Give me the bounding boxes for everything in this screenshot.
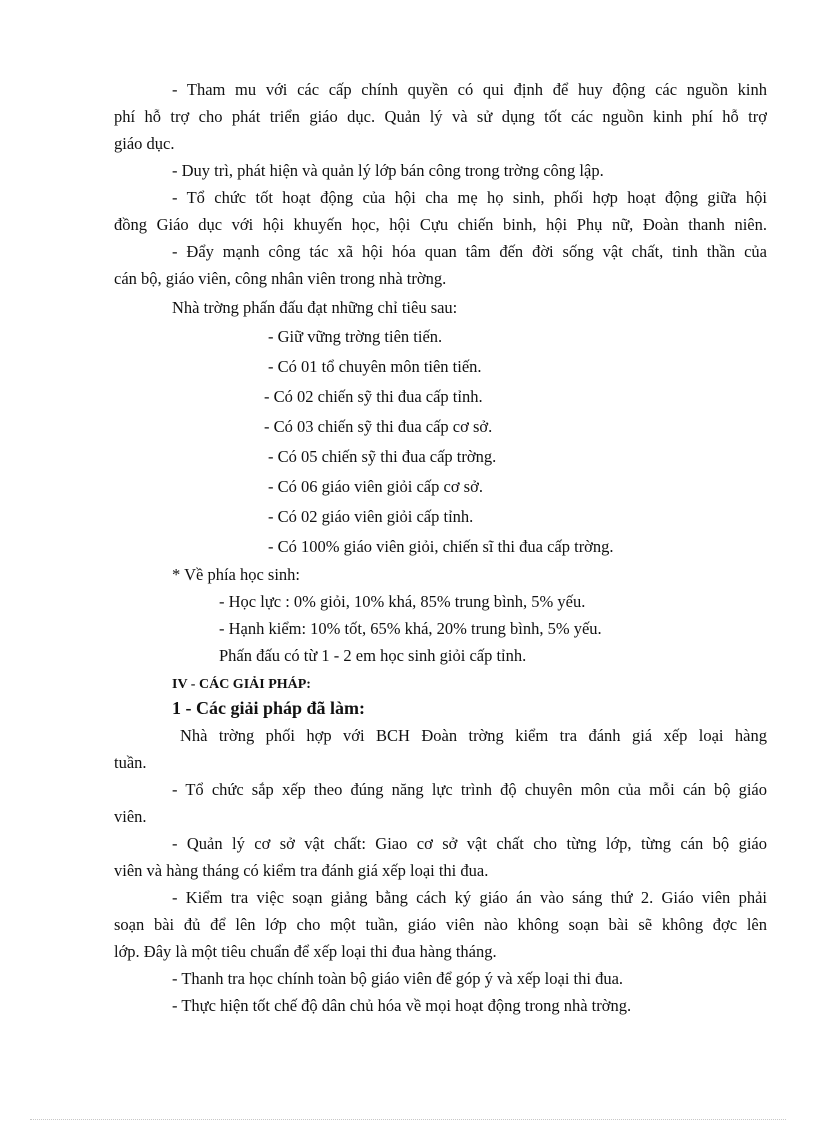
target-list-item: - Có 02 chiến sỹ thi đua cấp tỉnh.	[264, 387, 483, 406]
paragraph-line: viên.	[114, 807, 147, 826]
paragraph-line: cán bộ, giáo viên, công nhân viên trong nhà trờng.	[114, 269, 447, 288]
target-list-item: - Có 05 chiến sỹ thi đua cấp trờng.	[268, 447, 497, 466]
section-heading: IV - CÁC GIẢI PHÁP:	[172, 677, 311, 692]
target-list-item: - Giữ vững trờng tiên tiến.	[268, 327, 443, 346]
target-list-item: - Có 01 tổ chuyên môn tiên tiến.	[268, 357, 482, 376]
paragraph-line: Nhà trờng phấn đấu đạt những chỉ tiêu sau:	[172, 298, 458, 317]
paragraph-line: - Thực hiện tốt chế độ dân chủ hóa về mọi hoạt động trong nhà trờng.	[172, 996, 632, 1015]
page-bottom-divider	[30, 1119, 786, 1120]
paragraph-line: giáo dục.	[114, 134, 175, 153]
paragraph-line: viên và hàng tháng có kiểm tra đánh giá xếp loại thi đua.	[114, 861, 489, 880]
target-list-item: - Có 100% giáo viên giỏi, chiến sĩ thi đua cấp trờng.	[268, 537, 614, 556]
target-list-item: - Có 03 chiến sỹ thi đua cấp cơ sở.	[264, 417, 493, 436]
paragraph-line: - Tổ chức tốt hoạt động của hội cha mẹ họ sinh, phối hợp hoạt động giữa hội	[172, 188, 767, 207]
paragraph-line: Nhà trờng phối hợp với BCH Đoàn trờng kiểm tra đánh giá xếp loại hàng	[180, 726, 767, 745]
paragraph-line: đồng Giáo dục với hội khuyến học, hội Cựu chiến binh, hội Phụ nữ, Đoàn thanh niên.	[114, 215, 767, 234]
paragraph-line: - Duy trì, phát hiện và quản lý lớp bán công trong trờng công lập.	[172, 161, 604, 180]
paragraph-line: soạn bài đủ để lên lớp cho một tuần, giáo viên nào không soạn bài sẽ không đợc lên	[114, 915, 767, 934]
student-target-line: - Hạnh kiểm: 10% tốt, 65% khá, 20% trung bình, 5% yếu.	[219, 619, 602, 638]
paragraph-line: - Tham mu với các cấp chính quyền có qui định để huy động các nguồn kinh	[172, 80, 767, 99]
paragraph-line: - Tổ chức sắp xếp theo đúng năng lực trình độ chuyên môn của mỗi cán bộ giáo	[172, 780, 767, 799]
paragraph-line: - Thanh tra học chính toàn bộ giáo viên để góp ý và xếp loại thi đua.	[172, 969, 624, 988]
paragraph-line: tuần.	[114, 753, 147, 772]
paragraph-line: - Đẩy mạnh công tác xã hội hóa quan tâm đến đời sống vật chất, tinh thần của	[172, 242, 767, 261]
paragraph-line: - Kiểm tra việc soạn giảng bằng cách ký giáo án vào sáng thứ 2. Giáo viên phải	[172, 888, 767, 907]
student-target-line: - Học lực : 0% giỏi, 10% khá, 85% trung bình, 5% yếu.	[219, 592, 586, 611]
student-target-line: Phấn đấu có từ 1 - 2 em học sinh giỏi cấp tỉnh.	[219, 646, 527, 665]
subsection-heading: 1 - Các giải pháp đã làm:	[172, 698, 366, 718]
target-list-item: - Có 06 giáo viên giỏi cấp cơ sở.	[268, 477, 483, 496]
paragraph-line: phí hỗ trợ cho phát triển giáo dục. Quản lý và sử dụng tốt các nguồn kinh phí hỗ trợ	[114, 107, 767, 126]
paragraph-line: * Về phía học sinh:	[172, 565, 301, 584]
paragraph-line: lớp. Đây là một tiêu chuẩn để xếp loại thi đua hàng tháng.	[114, 942, 497, 961]
target-list-item: - Có 02 giáo viên giỏi cấp tỉnh.	[268, 507, 474, 526]
paragraph-line: - Quản lý cơ sở vật chất: Giao cơ sở vật chất cho từng lớp, từng cán bộ giáo	[172, 834, 767, 853]
